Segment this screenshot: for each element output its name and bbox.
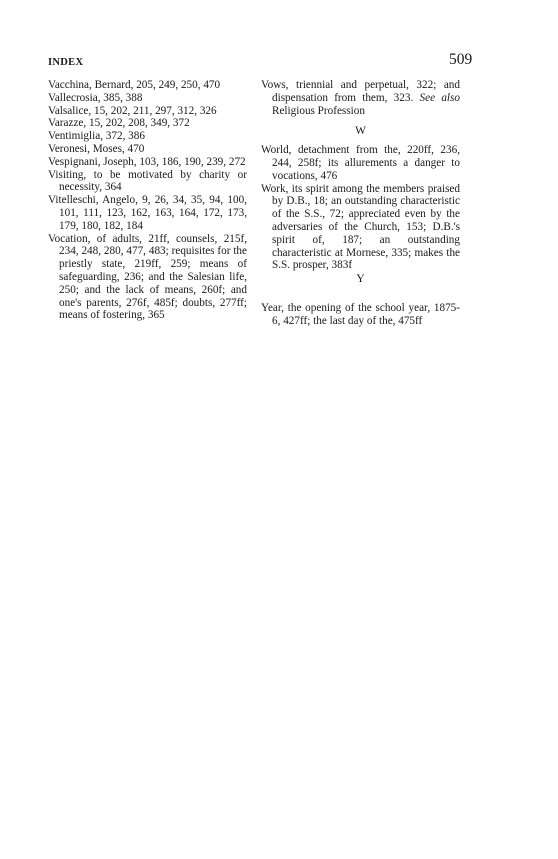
index-entry: Veronesi, Moses, 470 (48, 142, 145, 155)
index-entry: Ventimiglia, 372, 386 (48, 130, 145, 143)
index-entry: Vitelleschi, Angelo, 9, 26, 34, 35, 94, 100, 101, 111, 123, 162, 163, 164, 172, 173, 179, 180, 182, 184 (48, 194, 247, 232)
section-letter-y: Y (356, 273, 365, 286)
section-letter-w: W (355, 125, 366, 138)
index-entry: Varazze, 15, 202, 208, 349, 372 (48, 117, 190, 130)
index-entry: Visiting, to be motivated by charity or necessity, 364 (48, 168, 247, 194)
index-entry-vows (261, 79, 460, 117)
index-entry: Vallecrosia, 385, 388 (48, 91, 143, 104)
see-also-target: Religious Profession (272, 104, 365, 117)
see-also-label: See also (419, 91, 460, 104)
vows-entry-text: Vows, triennial and perpetual, 322; and dispensation from them, 323. (261, 79, 460, 104)
index-entry: Valsalice, 15, 202, 211, 297, 312, 326 (48, 104, 217, 117)
index-entry: Vocation, of adults, 21ff, counsels, 215f, 234, 248, 280, 477, 483; requisites for the priestly state, 219ff, 259; means of safeguarding, 236; and the Salesian life, 250; and the lack of means, 260f; and one's parents, 276f, 485f; doubts, 277ff; means of fostering, 365 (48, 232, 247, 322)
index-entry: Work, its spirit among the members praised by D.B., 18; an outstanding characteristic of the S.S., 72; appreciated even by the adversaries of the Church, 153; D.B.'s spirit of, 187; an outstanding characteristic at Mornese, 335; makes the S.S. prosper, 383f (261, 182, 460, 272)
page-number: 509 (449, 51, 473, 68)
index-entry: Year, the opening of the school year, 1875-6, 427ff; the last day of the, 475ff (261, 301, 460, 327)
right-column (261, 79, 460, 328)
index-entry: Vacchina, Bernard, 205, 249, 250, 470 (48, 79, 221, 91)
index-entry: Vespignani, Joseph, 103, 186, 190, 239, 272 (48, 155, 246, 168)
index-entry: World, detachment from the, 220ff, 236, 244, 258f; its allurements a danger to vocations, 476 (261, 144, 460, 182)
left-column (48, 79, 247, 322)
section-spacer (261, 293, 460, 302)
running-head: INDEX (48, 57, 84, 68)
